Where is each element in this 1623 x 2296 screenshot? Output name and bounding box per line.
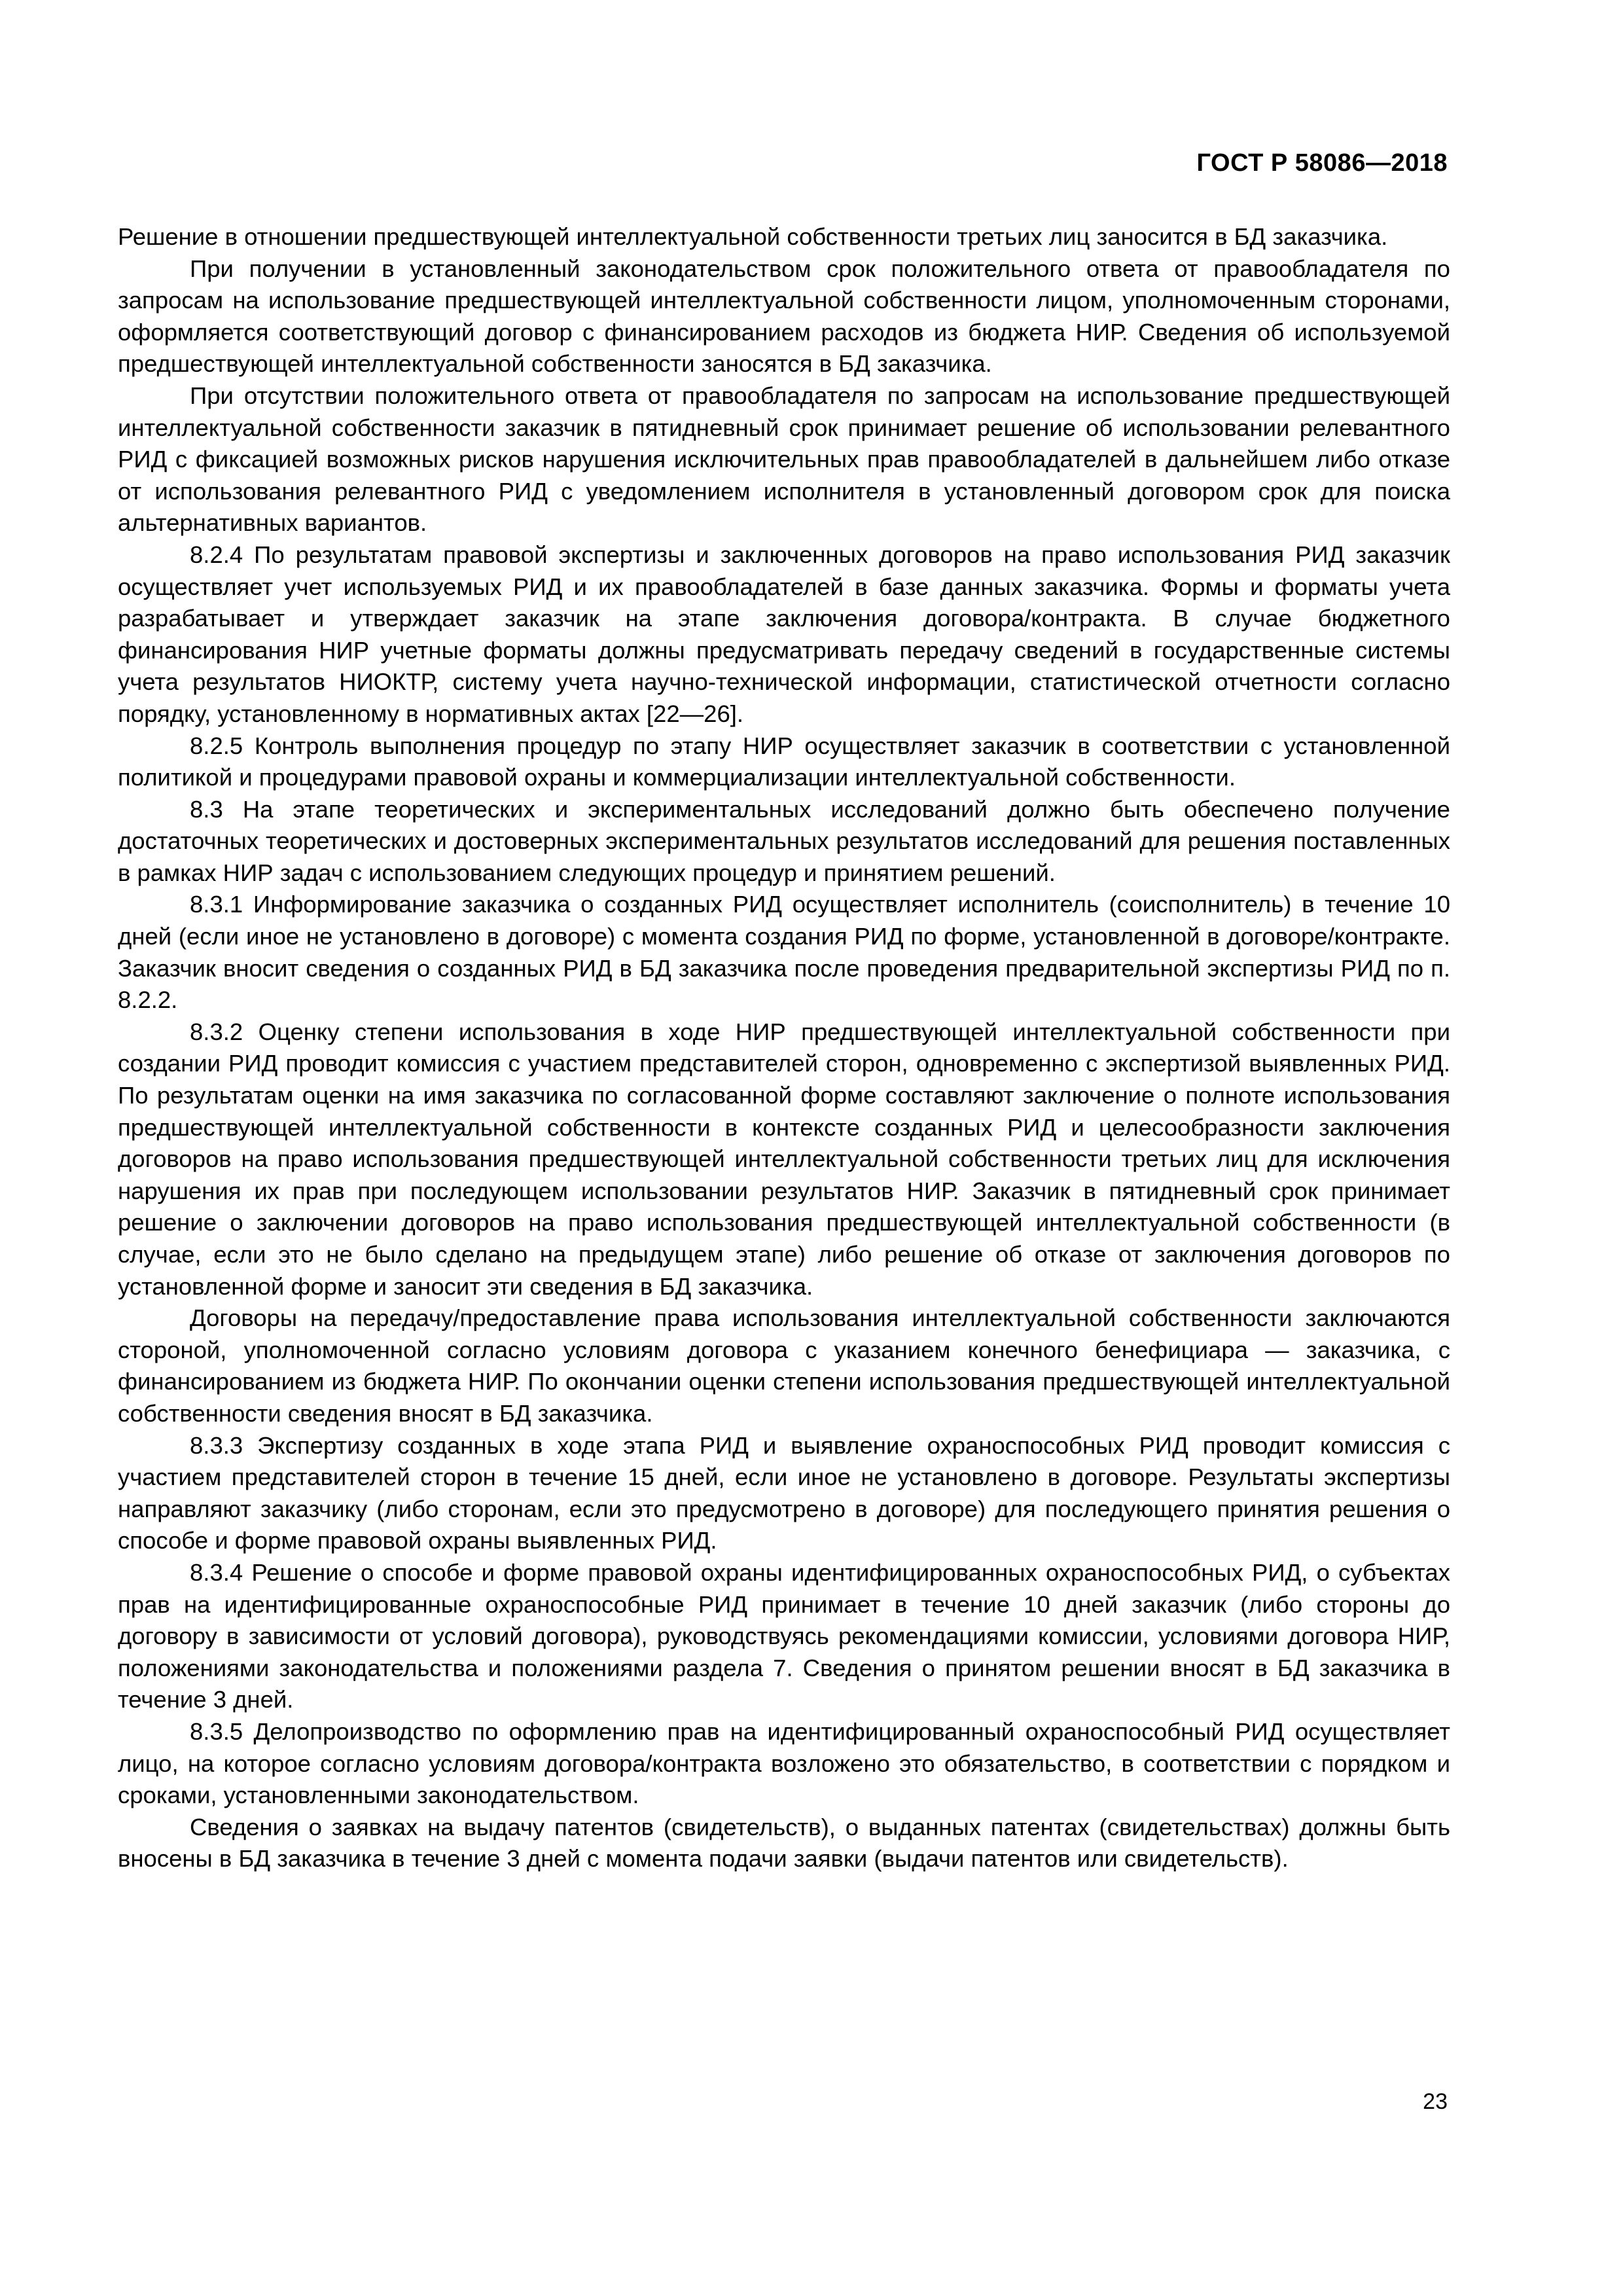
clause-8-2-5: 8.2.5 Контроль выполнения процедур по этапу НИР осуществляет заказчик в соответствии с установленной политикой и процедурами правовой охраны и коммерциализации интеллектуальной собственности.	[118, 732, 1450, 791]
clause-8-3: 8.3 На этапе теоретических и экспериментальных исследований должно быть обеспечено получение достаточных теоретических и достоверных экспериментальных результатов исследований для решения поставленных в рамках НИР задач с использованием следующих процедур и принятием решений.	[118, 795, 1450, 886]
clause-8-3-2: 8.3.2 Оценку степени использования в ходе НИР предшествующей интеллектуальной собственности при создании РИД проводит комиссия с участием представителей сторон, одновременно с экспертизой выявленных РИД. По результатам оценки на имя заказчика по согласованной форме составляют заключение о полноте использования предшествующей интеллектуальной собственности в контексте созданных РИД и целесообразности заключения договоров на право использования предшествующей интеллектуальной собственности третьих лиц для исключения нарушения их прав при последующем использовании результатов НИР. Заказчик в пятидневный срок принимает решение о заключении договоров на право использования предшествующей интеллектуальной собственности (в случае, если это не было сделано на предыдущем этапе) либо решение об отказе от заключения договоров по установленной форме и заносит эти сведения в БД заказчика.	[118, 1018, 1450, 1300]
clause-8-2-4: 8.2.4 По результатам правовой экспертизы и заключенных договоров на право использования РИД заказчик осуществляет учет используемых РИД и их правообладателей в базе данных заказчика. Формы и форматы учета разрабатывает и утверждает заказчик на этапе заключения договора/контракта. В случае бюджетного финансирования НИР учетные форматы должны предусматривать передачу сведений в государственные системы учета результатов НИОКТР, систему учета научно-технической информации, статистической отчетности согласно порядку, установленному в нормативных актах [22—26].	[118, 541, 1450, 727]
clause-8-3-5: 8.3.5 Делопроизводство по оформлению прав на идентифицированный охраноспособный РИД осуществляет лицо, на которое согласно условиям договора/контракта возложено это обязательство, в соответствии с порядком и сроками, установленными законодательством.	[118, 1717, 1450, 1809]
paragraph-continuation: Решение в отношении предшествующей интеллектуальной собственности третьих лиц заносится в БД заказчика.	[118, 223, 1388, 250]
paragraph-patent-applications: Сведения о заявках на выдачу патентов (свидетельств), о выданных патентах (свидетельствах) должны быть вносены в БД заказчика в течение 3 дней с момента подачи заявки (выдачи патентов или свидетельств).	[118, 1813, 1450, 1873]
clause-8-3-1: 8.3.1 Информирование заказчика о созданных РИД осуществляет исполнитель (соисполнитель) в течение 10 дней (если иное не установлено в договоре) с момента создания РИД по форме, установленной в договоре/контракте. Заказчик вносит сведения о созданных РИД в БД заказчика после проведения предварительной экспертизы РИД по п. 8.2.2.	[118, 891, 1450, 1014]
document-body	[118, 221, 1450, 1875]
paragraph-no-positive-answer: При отсутствии положительного ответа от правообладателя по запросам на использование предшествующей интеллектуальной собственности заказчик в пятидневный срок принимает решение об использовании релевантного РИД с фиксацией возможных рисков нарушения исключительных прав правообладателей в дальнейшем либо отказе от использования релевантного РИД с уведомлением исполнителя в установленный договором срок для поиска альтернативных вариантов.	[118, 382, 1450, 537]
standard-id-header: ГОСТ Р 58086—2018	[1196, 149, 1448, 177]
page-number: 23	[1423, 2089, 1448, 2114]
paragraph-positive-answer: При получении в установленный законодательством срок положительного ответа от правообладателя по запросам на использование предшествующей интеллектуальной собственности лицом, уполномоченным сторонами, оформляется соответствующий договор с финансированием расходов из бюджета НИР. Сведения об используемой предшествующей интеллектуальной собственности заносятся в БД заказчика.	[118, 255, 1450, 378]
clause-8-3-3: 8.3.3 Экспертизу созданных в ходе этапа РИД и выявление охраноспособных РИД проводит комиссия с участием представителей сторон в течение 15 дней, если иное не установлено в договоре. Результаты экспертизы направляют заказчику (либо сторонам, если это предусмотрено в договоре) для последующего принятия решения о способе и форме правовой охраны выявленных РИД.	[118, 1431, 1450, 1554]
paragraph-contracts: Договоры на передачу/предоставление права использования интеллектуальной собственности заключаются стороной, уполномоченной согласно условиям договора с указанием конечного бенефициара — заказчика, с финансированием из бюджета НИР. По окончании оценки степени использования предшествующей интеллектуальной собственности сведения вносят в БД заказчика.	[118, 1304, 1450, 1427]
clause-8-3-4: 8.3.4 Решение о способе и форме правовой охраны идентифицированных охраноспособных РИД, о субъектах прав на идентифицированные охраноспособные РИД принимает в течение 10 дней заказчик (либо стороны до договору в зависимости от условий договора), руководствуясь рекомендациями комиссии, условиями договора НИР, положениями законодательства и положениями раздела 7. Сведения о принятом решении вносят в БД заказчика в течение 3 дней.	[118, 1558, 1450, 1713]
